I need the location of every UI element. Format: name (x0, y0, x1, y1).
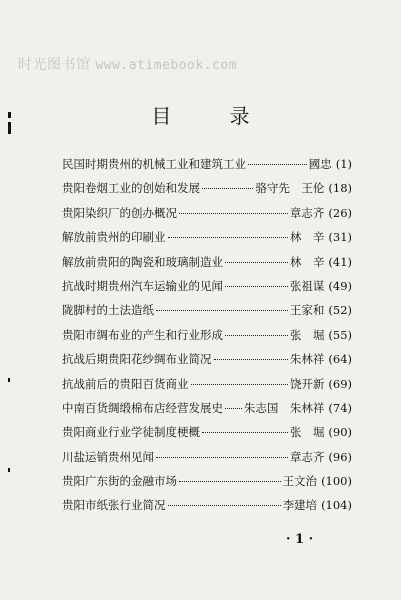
entry-title: 解放前贵阳的陶瓷和玻璃制造业 (62, 254, 223, 269)
entry-author: 李建培 (282, 498, 318, 513)
toc-entry (62, 254, 352, 278)
entry-page: (52) (328, 303, 352, 318)
entry-page: (96) (328, 449, 352, 464)
entry-page: (74) (328, 400, 352, 415)
entry-page: (41) (328, 254, 352, 269)
entry-author: 张 堀 (289, 425, 325, 440)
entry-page: (64) (328, 352, 352, 367)
entry-title: 民国时期贵州的机械工业和建筑工业 (62, 157, 246, 171)
entry-author: 朱志国 朱林祥 (243, 400, 325, 415)
entry-page: (55) (328, 327, 352, 342)
leader-dots (225, 335, 288, 336)
entry-title: 中南百货绸缎棉布店经营发展史 (62, 400, 223, 415)
leader-dots (191, 384, 288, 385)
binding-mark (8, 378, 10, 382)
leader-dots (248, 164, 307, 165)
toc-entry (62, 278, 352, 302)
entry-author: 林 辛 (289, 254, 325, 269)
leader-dots (168, 505, 281, 506)
page-title: 目 录 (151, 104, 276, 128)
entry-author: 王家和 (289, 303, 325, 318)
toc-entry (62, 327, 352, 351)
toc-entry (62, 180, 352, 204)
table-of-contents (62, 156, 352, 522)
entry-author: 张 堀 (289, 327, 325, 342)
toc-entry (62, 376, 352, 400)
entry-title: 抗战前后的贵阳百货商业 (62, 376, 189, 391)
entry-page: (90) (328, 425, 352, 440)
entry-title: 抗战后期贵阳花纱绸布业简况 (62, 352, 212, 367)
entry-page: (31) (328, 230, 352, 245)
toc-entry (62, 229, 352, 253)
toc-entry (62, 473, 352, 497)
entry-title: 贵阳卷烟工业的创始和发展 (62, 181, 200, 196)
binding-mark (8, 468, 10, 472)
leader-dots (202, 188, 253, 189)
leader-dots (225, 408, 242, 409)
entry-author: 王文治 (282, 474, 318, 489)
toc-entry (62, 400, 352, 424)
entry-author: 國忠 (308, 157, 332, 171)
leader-dots (156, 457, 288, 458)
entry-author: 林 辛 (289, 230, 325, 245)
leader-dots (179, 213, 288, 214)
entry-title: 抗战时期贵州汽车运输业的见闻 (62, 278, 223, 293)
entry-page: (100) (321, 474, 352, 489)
entry-title: 贵阳市纸张行业简况 (62, 498, 166, 513)
toc-entry (62, 424, 352, 448)
entry-title: 贵阳市绸布业的产生和行业形成 (62, 327, 223, 342)
toc-entry (62, 302, 352, 326)
toc-entry (62, 156, 352, 180)
entry-page: (104) (321, 498, 352, 513)
entry-title: 陇脚村的土法造纸 (62, 303, 154, 318)
leader-dots (156, 310, 288, 311)
entry-title: 川盐运销贵州见闻 (62, 449, 154, 464)
entry-author: 饶开新 (289, 376, 325, 391)
entry-author: 朱林祥 (289, 352, 325, 367)
entry-title: 解放前贵州的印刷业 (62, 230, 166, 245)
entry-author: 章志齐 (289, 205, 325, 220)
leader-dots (214, 359, 288, 360)
toc-entry (62, 205, 352, 229)
leader-dots (168, 237, 288, 238)
entry-page: (69) (328, 376, 352, 391)
entry-page: (49) (328, 278, 352, 293)
leader-dots (225, 262, 288, 263)
toc-entry (62, 497, 352, 521)
leader-dots (225, 286, 288, 287)
watermark-site: 时光图书馆 (18, 57, 91, 73)
entry-page: (18) (328, 181, 352, 196)
entry-author: 章志齐 (289, 449, 325, 464)
leader-dots (179, 481, 281, 482)
watermark-url: www.atimebook.com (95, 58, 238, 73)
entry-page: (26) (328, 205, 352, 220)
entry-page: (1) (335, 157, 352, 171)
toc-entry (62, 449, 352, 473)
page-number: · 1 · (286, 532, 314, 547)
entry-title: 贵阳广东街的金融市场 (62, 474, 177, 489)
toc-entry (62, 351, 352, 375)
entry-title: 贵阳染织厂的创办概况 (62, 205, 177, 220)
entry-author: 张祖谋 (289, 278, 325, 293)
entry-author: 骆守先 王伦 (255, 181, 325, 196)
watermark (18, 54, 237, 74)
leader-dots (202, 432, 288, 433)
entry-title: 贵阳商业行业学徒制度梗概 (62, 425, 200, 440)
